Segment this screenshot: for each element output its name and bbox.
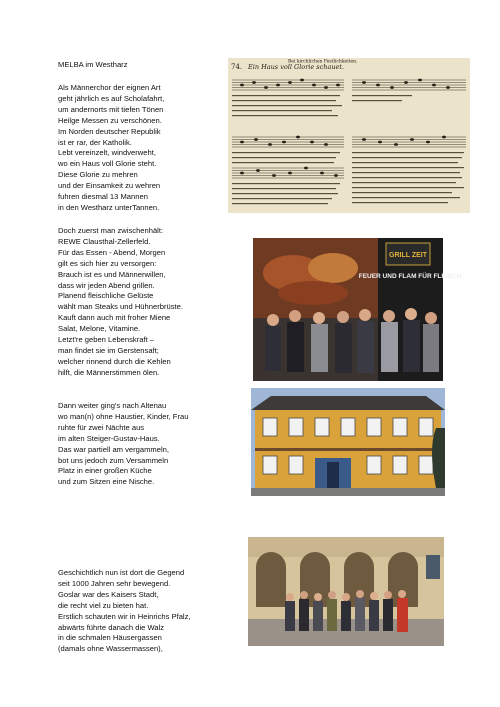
poem-line: Heilge Messen zu verschönen. [58,115,162,125]
poem-line: ruhte für zwei Nächte aus [58,422,145,432]
poem-line: Erstlich schauten wir in Heinrichs Pfalz, [58,611,191,621]
hymnal-page-title: Bei kirchlichen Festlichkeiten. [288,59,358,65]
title-text: MELBA im Westharz [58,60,128,69]
stanza-1 [58,83,228,214]
poem-line: Platz in einer großen Küche [58,466,152,476]
poem-line: in den Westharz unterTannen. [58,202,160,212]
house-photo [251,388,445,496]
poem-line: ist er rar, der Katholik. [58,137,132,147]
poem-line: Lebt vereinzelt, windverweht, [58,148,156,158]
poem-line: man findet sie im Gerstensaft; [58,345,159,355]
stanza-2 [58,226,228,379]
hymn-number: 74. [231,63,243,71]
poem-line: gilt es sich hier zu versorgen: [58,258,157,268]
group-photo-goslar [248,537,444,646]
poem-line: um andernorts mit tiefen Tönen [58,104,164,114]
poem-line: und der Einsamkeit zu wehren [58,181,161,191]
poem-line: Brauch ist es und Männerwillen, [58,269,166,279]
poem-line: abwärts führte danach die Walz [58,622,165,632]
poem-line: fuhren diesmal 13 Mannen [58,192,148,202]
poem-line: wo man(n) ohne Haustier, Kinder, Frau [58,411,189,421]
poem-line: Dann weiter ging's nach Altenau [58,401,167,410]
poem-line: Geschichtlich nun ist dort die Gegend [58,568,185,577]
poem-line: hilft, die Männerstimmen ölen. [58,367,160,377]
poem-line: Planend fleischliche Gelüste [58,291,154,301]
poem-title [58,60,228,71]
poem-line: Letzt're geben Lebenskraft – [58,335,155,345]
group-photo-grill-banner [253,238,462,381]
stanza-3 [58,401,228,488]
poem-line: Das war partiell am vergammeln, [58,444,169,454]
grill-slogan-text: FEUER UND FLAM FÜR FLEISCH [358,273,462,280]
poem-line: dass wir jeden Abend grillen. [58,280,155,290]
hymnal-sheet-music-image [228,58,470,213]
grill-brand-text: GRILL ZEIT [389,252,427,259]
poem-line: geht jährlich es auf Scholafahrt, [58,93,165,103]
poem-line: im alten Steiger-Gustav-Haus. [58,433,160,443]
hymn-header: Ein Haus voll Glorie schauet. [248,63,345,71]
poem-line: Kauft dann auch mit froher Miene [58,313,171,323]
poem-line: welcher rinnend durch die Kehlen [58,356,171,366]
poem-line: seit 1000 Jahren sehr bewegend. [58,578,171,588]
poem-line: (damals ohne Wassermassen), [58,644,163,654]
poem-line: Goslar war des Kaisers Stadt, [58,589,159,599]
poem-line: Als Männerchor der eignen Art [58,83,161,92]
poem-line: die recht viel zu bieten hat. [58,600,149,610]
poem-line: Für das Essen - Abend, Morgen [58,247,166,257]
poem-line: in die schmalen Häusergassen [58,633,162,643]
poem-line: Doch zuerst man zwischenhält: [58,226,164,235]
poem-line: wo ein Haus voll Glorie steht. [58,159,157,169]
poem-line: Diese Glorie zu mehren [58,170,138,180]
poem-line: wählt man Steaks und Hühnerbrüste. [58,302,183,312]
poem-line: und zum Sitzen eine Nische. [58,477,155,487]
stanza-4 [58,568,228,655]
poem-line: Im Norden deutscher Republik [58,126,161,136]
poem-line: bot uns jedoch zum Versammeln [58,455,169,465]
poem-line: REWE Clausthal-Zellerfeld. [58,236,151,246]
poem-line: Salat, Melone, Vitamine. [58,324,141,334]
